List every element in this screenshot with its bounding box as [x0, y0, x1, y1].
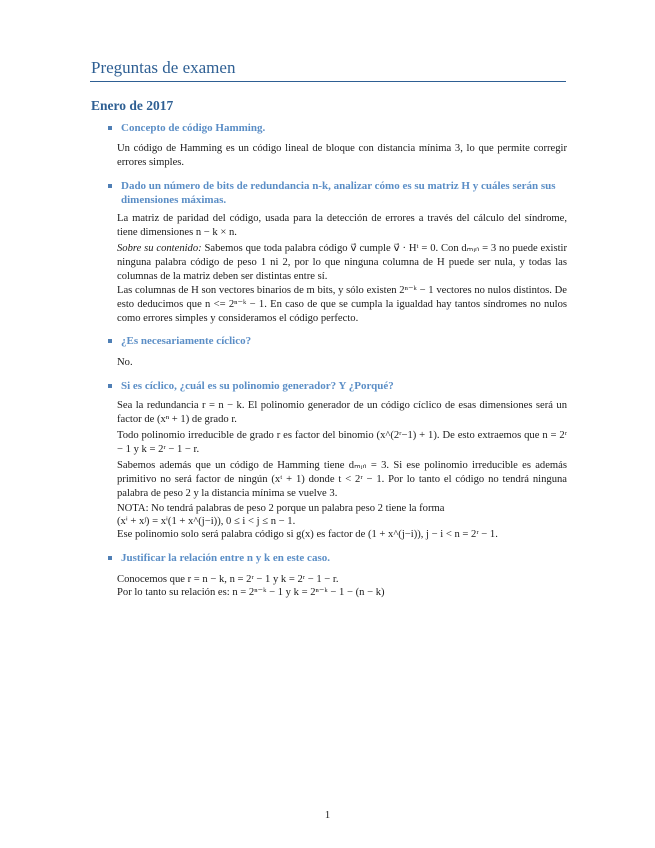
answer-1: Un código de Hamming es un código lineal de bloque con distancia mínima 3, lo que permite corregir errores simples. — [117, 143, 567, 168]
answer-2-content: Sabemos que toda palabra código v⃗ cumple v⃗ · Hᵗ = 0. Con dₘᵢₙ = 3 no puede existir ninguna palabra código de peso 1 ni 2, por lo que ninguna columna de H puede ser nula, y todas las columnas de la matriz deben ser distintas entre sí. — [117, 243, 568, 282]
question-2 — [108, 179, 568, 207]
question-3-text: ¿Es necesariamente cíclico? — [121, 335, 252, 347]
bullet-icon — [108, 384, 112, 388]
bullet-icon — [108, 556, 112, 560]
answer-2-label: Sobre su contenido: — [117, 243, 202, 254]
question-4-text: Si es cíclico, ¿cuál es su polinomio generador? Y ¿Porqué? — [121, 380, 394, 392]
answer-4-note-1: NOTA: No tendrá palabras de peso 2 porque un palabra peso 2 tiene la forma — [117, 503, 445, 514]
answer-2-paragraph-1: La matriz de paridad del código, usada para la detección de errores a través del cálculo del síndrome, tiene dimensiones n − k × n. — [117, 213, 567, 238]
answer-5-line-1: Conocemos que r = n − k, n = 2ʳ − 1 y k = 2ʳ − 1 − r. — [117, 574, 339, 585]
bullet-icon — [108, 126, 112, 130]
title-rule — [90, 81, 566, 82]
question-1 — [108, 121, 568, 135]
answer-4-paragraph-2: Todo polinomio irreducible de grado r es factor del binomio (x^(2ʳ−1) + 1). De esto extraemos que n = 2ʳ − 1 y k = 2ʳ − 1 − r. — [117, 430, 567, 455]
bullet-icon — [108, 339, 112, 343]
question-2-text: Dado un número de bits de redundancia n-k, analizar cómo es su matriz H y cuáles serán sus dimensiones máximas. — [121, 180, 556, 206]
answer-2-paragraph-2 — [117, 242, 567, 284]
question-1-text: Concepto de código Hamming. — [121, 122, 266, 134]
page-number: 1 — [324, 810, 331, 821]
answer-4-paragraph-3: Sabemos además que un código de Hamming tiene dₘᵢₙ = 3. Si ese polinomio irreducible es además primitivo no será factor de ningún (xᵗ + 1) donde t < 2ʳ − 1. Por lo tanto el código no tendrá ninguna palabra de peso 2 y la distancia mínima se vuelve 3. — [117, 460, 567, 499]
answer-4-note-2: (xⁱ + xʲ) = xⁱ(1 + x^(j−i)), 0 ≤ i < j ≤ n − 1. — [117, 516, 296, 527]
answer-5-line-2: Por lo tanto su relación es: n = 2ⁿ⁻ᵏ − 1 y k = 2ⁿ⁻ᵏ − 1 − (n − k) — [117, 587, 385, 598]
answer-4-note-3: Ese polinomio solo será palabra código si g(x) es factor de (1 + x^(j−i)), j − i < n = 2ʳ − 1. — [117, 529, 498, 540]
question-4 — [108, 379, 568, 393]
section-heading: Enero de 2017 — [91, 98, 174, 113]
bullet-icon — [108, 184, 112, 188]
answer-4-paragraph-1: Sea la redundancia r = n − k. El polinomio generador de un código cíclico de esas dimensiones será un factor de (xⁿ + 1) de grado r. — [117, 400, 567, 425]
question-5-text: Justificar la relación entre n y k en este caso. — [121, 552, 330, 564]
question-5 — [108, 551, 568, 565]
answer-2-paragraph-3: Las columnas de H son vectores binarios de m bits, y sólo existen 2ⁿ⁻ᵏ − 1 vectores no nulos distintos. De esto deducimos que n <= 2ⁿ⁻ᵏ − 1. En caso de que se cumpla la igualdad hay tantos síndromes no nulos como errores simples y consideramos el código perfecto. — [117, 285, 567, 324]
page-title: Preguntas de examen — [91, 58, 236, 77]
answer-3: No. — [117, 357, 133, 368]
question-3 — [108, 334, 568, 348]
